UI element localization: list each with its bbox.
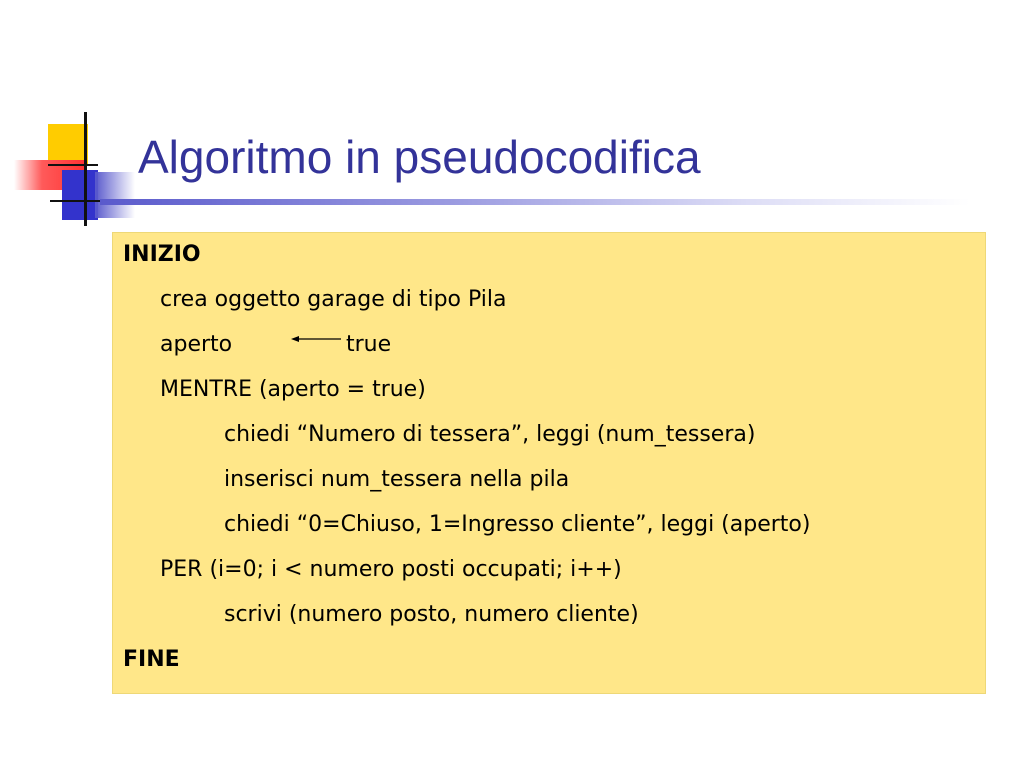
code-line: PER (i=0; i < numero posti occupati; i++) xyxy=(160,557,622,582)
title-underline xyxy=(100,199,970,205)
code-line: chiedi “0=Chiuso, 1=Ingresso cliente”, leggi (aperto) xyxy=(224,512,811,537)
code-line: MENTRE (aperto = true) xyxy=(160,377,426,402)
logo-blue-fade xyxy=(95,172,135,218)
code-line: chiedi “Numero di tessera”, leggi (num_tessera) xyxy=(224,422,756,447)
logo-horizontal-line xyxy=(50,200,102,202)
logo-blue-square xyxy=(62,170,98,220)
logo-vertical-line xyxy=(84,112,87,226)
code-line: inserisci num_tessera nella pila xyxy=(224,467,570,492)
slide-title: Algoritmo in pseudocodifica xyxy=(138,131,701,183)
code-line: scrivi (numero posto, numero cliente) xyxy=(224,602,639,627)
code-line-start: INIZIO xyxy=(123,242,201,267)
code-line: crea oggetto garage di tipo Pila xyxy=(160,287,507,312)
code-line-assignment-value: true xyxy=(346,332,392,357)
pseudocode-box xyxy=(112,232,986,694)
left-arrow-icon xyxy=(291,331,343,347)
code-line-end: FINE xyxy=(123,647,180,672)
logo-horizontal-line xyxy=(48,164,98,166)
code-line-assignment-var: aperto xyxy=(160,332,233,357)
